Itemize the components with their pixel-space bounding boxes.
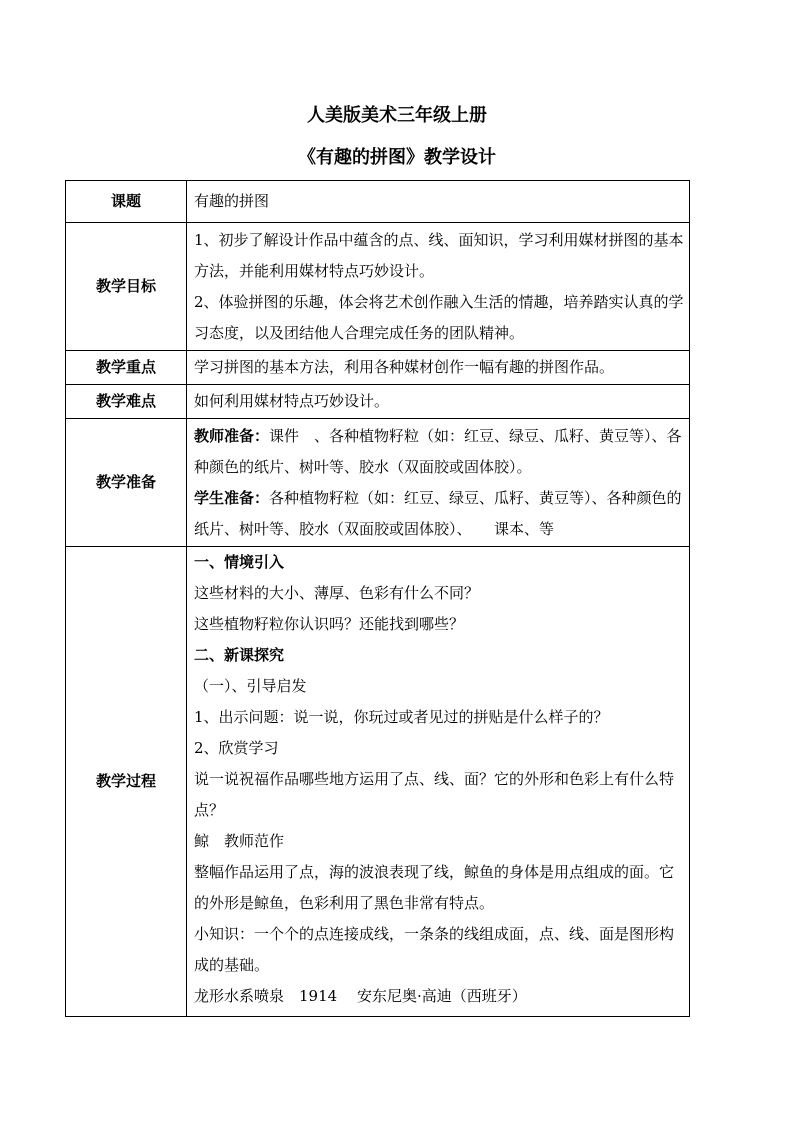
topic-value: 有趣的拼图 xyxy=(187,181,690,223)
prep-content xyxy=(187,419,690,547)
document-title: 人美版美术三年级上册 xyxy=(307,105,487,126)
topic-label: 课题 xyxy=(66,181,187,223)
student-prep-label: 学生准备： xyxy=(194,488,270,507)
goal-2: 2、体验拼图的乐趣，体会将艺术创作融入生活的情趣，培养踏实认真的学习态度，以及团结他人合理完成任务的团队精神。 xyxy=(194,292,684,342)
table-row-goals xyxy=(66,223,690,351)
prep-label: 教学准备 xyxy=(66,419,187,547)
teacher-prep-text: 课件 、各种植物籽粒（如：红豆、绿豆、瓜籽、黄豆等）、各种颜色的纸片、树叶等、胶水（双面胶或固体胶）。 xyxy=(194,426,682,476)
goals-content xyxy=(187,223,690,351)
table-row-key xyxy=(66,351,690,385)
lesson-plan-table xyxy=(65,180,690,1017)
goal-1: 1、初步了解设计作品中蕴含的点、线、面知识，学习利用媒材拼图的基本方法，并能利用媒材特点巧妙设计。 xyxy=(194,230,684,280)
table-row-prep xyxy=(66,419,690,547)
student-prep-text: 各种植物籽粒（如：红豆、绿豆、瓜籽、黄豆等）、各种颜色的纸片、树叶等、胶水（双面胶或固体胶）、 课本、等 xyxy=(194,488,682,538)
process-item-2: 2、欣赏学习 xyxy=(194,739,279,757)
table-row-topic xyxy=(66,181,690,223)
difficulty-value: 如何利用媒材特点巧妙设计。 xyxy=(187,385,690,419)
discussion-text: 说一说祝福作品哪些地方运用了点、线、面？它的外形和色彩上有什么特点？ xyxy=(194,770,675,819)
teacher-prep-label: 教师准备： xyxy=(194,426,270,445)
artwork-caption: 龙形水系喷泉 1914 安东尼奥·高迪（西班牙） xyxy=(194,987,527,1005)
process-content xyxy=(187,547,690,1017)
section-heading-1: 一、情境引入 xyxy=(194,553,285,571)
process-item-1: 1、出示问题：说一说，你玩过或者见过的拼贴是什么样子的？ xyxy=(194,708,609,726)
question-2: 这些植物籽粒你认识吗？还能找到哪些？ xyxy=(194,615,465,633)
question-1: 这些材料的大小、薄厚、色彩有什么不同？ xyxy=(194,584,480,602)
section-heading-2: 二、新课探究 xyxy=(194,646,285,664)
subsection-heading: （一）、引导启发 xyxy=(194,677,307,695)
student-prep xyxy=(194,483,685,545)
difficulty-label: 教学难点 xyxy=(66,385,187,419)
table-row-difficulty xyxy=(66,385,690,419)
key-value: 学习拼图的基本方法，利用各种媒材创作一幅有趣的拼图作品。 xyxy=(187,351,690,385)
example-work: 鲸 教师范作 xyxy=(194,832,285,850)
teacher-prep xyxy=(194,421,685,483)
knowledge-tip: 小知识：一个个的点连接成线，一条条的线组成面，点、线、面是图形构成的基础。 xyxy=(194,925,675,974)
goals-label: 教学目标 xyxy=(66,223,187,351)
process-label: 教学过程 xyxy=(66,547,187,1017)
document-subtitle: 《有趣的拼图》教学设计 xyxy=(298,147,496,168)
key-label: 教学重点 xyxy=(66,351,187,385)
example-analysis: 整幅作品运用了点，海的波浪表现了线，鲸鱼的身体是用点组成的面。它的外形是鲸鱼，色彩利用了黑色非常有特点。 xyxy=(194,863,675,912)
table-row-process xyxy=(66,547,690,1017)
